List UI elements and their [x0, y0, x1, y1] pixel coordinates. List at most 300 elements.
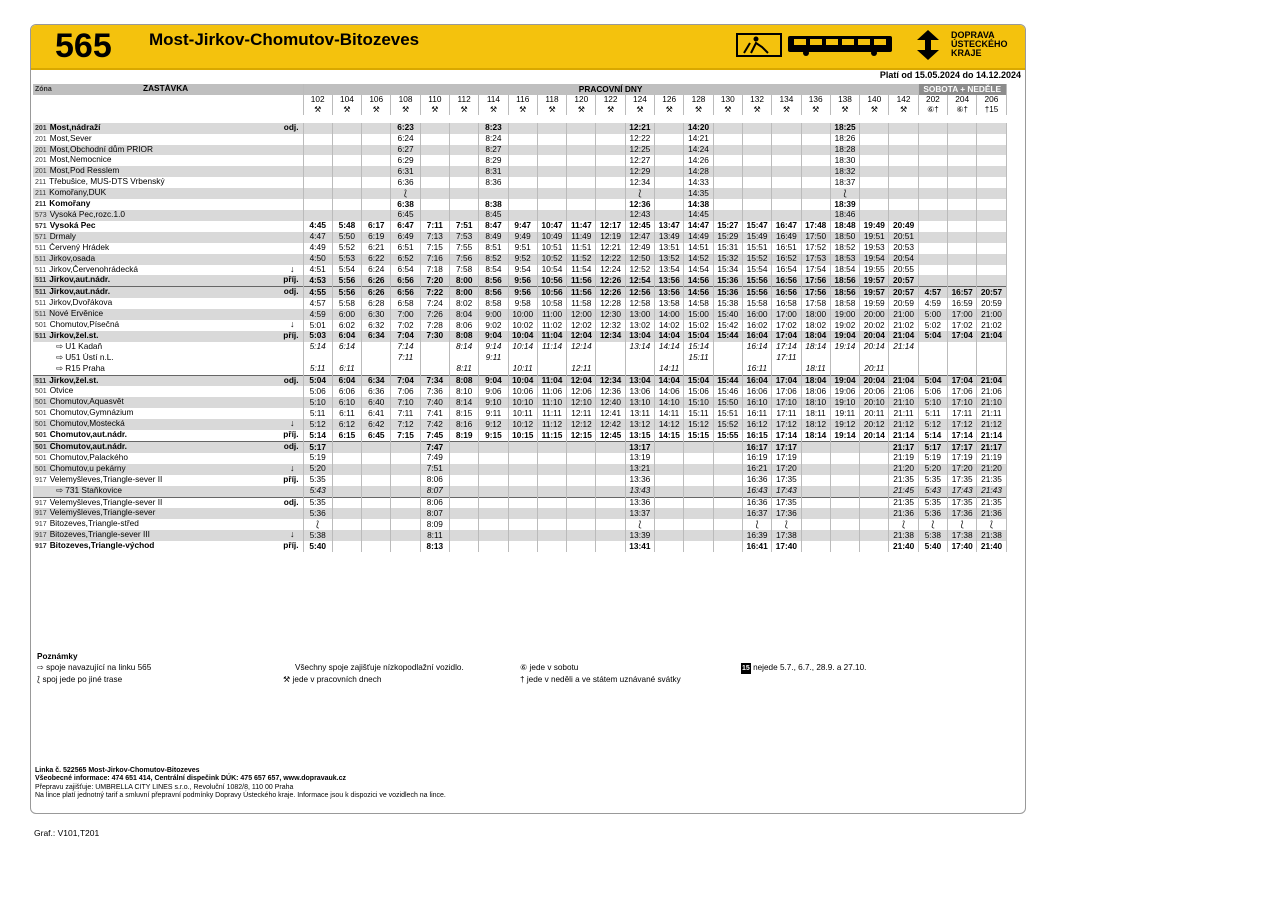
time-cell	[332, 199, 361, 210]
time-cell: 13:37	[625, 508, 654, 519]
time-cell	[479, 188, 508, 199]
time-cell: 11:06	[537, 386, 566, 397]
table-row	[33, 453, 1006, 464]
time-cell: 8:04	[449, 309, 478, 320]
time-cell: 11:56	[567, 275, 596, 286]
time-cell: 12:11	[567, 408, 596, 419]
time-cell: 5:12	[918, 419, 947, 430]
time-cell: 8:06	[420, 475, 449, 486]
stop-name	[33, 254, 303, 265]
time-cell: 10:52	[537, 254, 566, 265]
time-cell: 15:52	[742, 254, 771, 265]
trip-symbol: ⚒	[625, 105, 654, 115]
time-cell	[391, 442, 420, 453]
time-cell: 17:40	[948, 541, 977, 552]
time-cell	[362, 123, 391, 134]
trip-number: 112	[449, 95, 478, 105]
time-cell: 17:00	[948, 309, 977, 320]
time-cell: 11:58	[567, 298, 596, 309]
time-cell: 5:04	[918, 331, 947, 342]
trip-number: 104	[332, 95, 361, 105]
table-row	[33, 134, 1006, 145]
time-cell: 17:04	[772, 375, 801, 386]
time-cell	[655, 188, 684, 199]
time-cell	[420, 210, 449, 221]
time-cell: 14:10	[655, 397, 684, 408]
time-cell	[567, 497, 596, 508]
time-cell: 15:00	[684, 309, 713, 320]
time-cell: 9:12	[479, 419, 508, 430]
time-cell: 18:39	[830, 199, 859, 210]
time-cell	[860, 188, 889, 199]
time-cell	[479, 453, 508, 464]
time-cell	[596, 145, 625, 156]
time-cell	[537, 464, 566, 475]
time-cell: 15:52	[713, 419, 742, 430]
time-cell: 13:12	[625, 419, 654, 430]
time-cell: 12:41	[596, 408, 625, 419]
time-cell: 17:38	[772, 530, 801, 541]
time-cell: 4:55	[303, 287, 332, 298]
time-cell	[889, 155, 918, 166]
time-cell: 7:10	[391, 397, 420, 408]
time-cell: ⟅	[303, 519, 332, 530]
time-cell	[860, 541, 889, 552]
stop-label: ⇨ U51 Ústí n.L.	[56, 352, 114, 362]
time-cell	[567, 199, 596, 210]
time-cell	[596, 508, 625, 519]
time-cell: 7:02	[391, 320, 420, 331]
time-cell: 6:04	[332, 375, 361, 386]
time-cell: 8:49	[479, 232, 508, 243]
time-cell: 12:17	[596, 221, 625, 232]
time-cell: 17:14	[948, 430, 977, 441]
time-cell: 5:14	[918, 430, 947, 441]
time-cell: 21:00	[977, 309, 1006, 320]
time-cell: 16:49	[772, 232, 801, 243]
time-cell	[449, 123, 478, 134]
zone-code: 917	[35, 521, 47, 529]
zone-code: 511	[35, 311, 47, 319]
time-cell	[830, 453, 859, 464]
time-cell: 16:43	[742, 486, 771, 497]
time-cell	[537, 353, 566, 364]
direction-arrow-icon: ↓	[290, 264, 295, 274]
time-cell	[772, 177, 801, 188]
time-cell	[655, 145, 684, 156]
time-cell	[332, 464, 361, 475]
time-cell: 8:16	[449, 419, 478, 430]
time-cell	[362, 464, 391, 475]
trip-number: 126	[655, 95, 684, 105]
trip-symbol: ⚒	[889, 105, 918, 115]
time-cell: 18:02	[801, 320, 830, 331]
time-cell: 5:12	[303, 419, 332, 430]
time-cell	[860, 210, 889, 221]
time-cell: 6:45	[391, 210, 420, 221]
time-cell: 6:26	[362, 275, 391, 286]
zone-code: 501	[35, 421, 47, 429]
time-cell: 20:53	[889, 243, 918, 254]
time-cell	[332, 134, 361, 145]
trip-number: 128	[684, 95, 713, 105]
time-cell: 10:14	[508, 342, 537, 353]
table-row	[33, 519, 1006, 530]
time-cell	[332, 530, 361, 541]
time-cell	[801, 497, 830, 508]
time-cell	[801, 519, 830, 530]
time-cell	[684, 508, 713, 519]
trip-number: 138	[830, 95, 859, 105]
trip-number: 202	[918, 95, 947, 105]
zone-code: 501	[35, 322, 47, 330]
time-cell	[537, 123, 566, 134]
zone-code: 501	[35, 444, 47, 451]
time-cell	[362, 342, 391, 353]
time-cell: 17:14	[772, 342, 801, 353]
time-cell: 8:15	[449, 408, 478, 419]
trip-symbol: ⚒	[391, 105, 420, 115]
time-cell	[830, 519, 859, 530]
time-cell	[918, 199, 947, 210]
time-cell	[567, 453, 596, 464]
arrival-departure-label: odj.	[283, 441, 299, 451]
time-cell: 21:12	[889, 419, 918, 430]
time-cell	[596, 353, 625, 364]
table-row	[33, 408, 1006, 419]
time-cell: 16:21	[742, 464, 771, 475]
time-cell: 4:45	[303, 221, 332, 232]
time-cell: 6:45	[362, 430, 391, 441]
time-cell: 6:12	[332, 419, 361, 430]
time-cell: 4:50	[303, 254, 332, 265]
time-cell: 17:02	[948, 320, 977, 331]
stop-label: Jirkov,Červenohrádecká	[49, 264, 139, 274]
time-cell: 11:47	[567, 221, 596, 232]
stop-label: Komořany,DUK	[49, 188, 107, 198]
stop-label: Jirkov,aut.nádr.	[49, 286, 111, 297]
time-cell	[362, 177, 391, 188]
time-cell: 19:57	[860, 287, 889, 298]
time-cell: 9:00	[479, 309, 508, 320]
time-cell: 12:40	[596, 397, 625, 408]
time-cell	[801, 188, 830, 199]
time-cell: 21:00	[889, 309, 918, 320]
time-cell: 17:12	[948, 419, 977, 430]
time-cell: 6:14	[332, 342, 361, 353]
time-cell	[362, 155, 391, 166]
table-row	[33, 243, 1006, 254]
time-cell: 11:49	[567, 232, 596, 243]
time-cell: 5:19	[303, 453, 332, 464]
time-cell: 15:15	[684, 430, 713, 441]
time-cell: 15:06	[684, 386, 713, 397]
time-cell: 8:36	[479, 177, 508, 188]
time-cell: 6:47	[391, 221, 420, 232]
time-cell	[772, 123, 801, 134]
time-cell	[391, 475, 420, 486]
time-cell: 9:04	[479, 375, 508, 386]
time-cell: 12:52	[625, 265, 654, 276]
time-cell: 17:11	[772, 353, 801, 364]
time-cell	[918, 155, 947, 166]
footer-info	[35, 767, 446, 801]
time-cell: 6:11	[332, 364, 361, 375]
time-cell	[977, 243, 1006, 254]
time-cell: 21:17	[889, 442, 918, 453]
time-cell	[449, 530, 478, 541]
trip-number: 130	[713, 95, 742, 105]
time-cell: 9:06	[479, 386, 508, 397]
stop-name	[33, 134, 303, 145]
time-cell: 21:43	[977, 486, 1006, 497]
time-cell	[596, 364, 625, 375]
time-cell	[742, 188, 771, 199]
time-cell: 8:14	[449, 397, 478, 408]
time-cell	[918, 123, 947, 134]
time-cell: 13:00	[625, 309, 654, 320]
time-cell	[479, 508, 508, 519]
time-cell: 18:53	[830, 254, 859, 265]
time-cell	[977, 188, 1006, 199]
time-cell	[830, 464, 859, 475]
stop-label: Chomutov,Gymnázium	[49, 408, 134, 418]
stop-header: ZASTÁVKA	[143, 84, 189, 93]
time-cell	[567, 166, 596, 177]
time-cell: 6:56	[391, 275, 420, 286]
trip-symbol: ⚒	[596, 105, 625, 115]
time-cell	[449, 464, 478, 475]
time-cell	[860, 464, 889, 475]
time-cell: 8:00	[449, 287, 478, 298]
time-cell: 16:14	[742, 342, 771, 353]
time-cell	[830, 508, 859, 519]
time-cell: 21:11	[977, 408, 1006, 419]
time-cell	[508, 353, 537, 364]
time-cell: 13:21	[625, 464, 654, 475]
note-other-route: ⟅ spoj jede po jiné trase	[37, 675, 123, 684]
time-cell	[625, 353, 654, 364]
time-cell: 16:04	[742, 375, 771, 386]
time-cell	[948, 210, 977, 221]
time-cell	[362, 541, 391, 552]
time-cell: 5:40	[303, 541, 332, 552]
time-cell	[362, 210, 391, 221]
time-cell: 5:56	[332, 275, 361, 286]
time-cell	[918, 275, 947, 286]
time-cell: 21:40	[977, 541, 1006, 552]
time-cell: 18:54	[830, 265, 859, 276]
time-cell: 20:54	[889, 254, 918, 265]
time-cell	[420, 199, 449, 210]
time-cell: 21:20	[889, 464, 918, 475]
time-cell: 5:38	[303, 530, 332, 541]
time-cell: 12:11	[567, 364, 596, 375]
time-cell	[655, 155, 684, 166]
time-cell: 6:58	[391, 298, 420, 309]
time-cell: 12:04	[567, 331, 596, 342]
time-cell: 5:01	[303, 320, 332, 331]
time-cell	[801, 541, 830, 552]
time-cell: 17:19	[772, 453, 801, 464]
time-cell	[860, 199, 889, 210]
time-cell: 17:11	[948, 408, 977, 419]
time-cell: 6:04	[332, 331, 361, 342]
time-cell: 15:10	[684, 397, 713, 408]
time-cell: 15:11	[684, 353, 713, 364]
time-cell: 10:11	[508, 364, 537, 375]
time-cell	[684, 530, 713, 541]
time-cell	[596, 166, 625, 177]
time-cell	[948, 123, 977, 134]
time-cell: 15:49	[742, 232, 771, 243]
time-cell: 15:36	[713, 287, 742, 298]
time-cell: 5:40	[918, 541, 947, 552]
time-cell: 4:47	[303, 232, 332, 243]
time-cell: 6:52	[391, 254, 420, 265]
time-cell	[801, 464, 830, 475]
time-cell	[537, 188, 566, 199]
time-cell: 5:56	[332, 287, 361, 298]
time-cell: 21:14	[977, 430, 1006, 441]
time-cell	[948, 232, 977, 243]
time-cell: 8:51	[479, 243, 508, 254]
time-cell	[684, 364, 713, 375]
zone-code: 511	[35, 255, 47, 263]
zone-code: 201	[35, 168, 47, 176]
zone-code: 201	[35, 157, 47, 165]
time-cell: 13:11	[625, 408, 654, 419]
table-row	[33, 188, 1006, 199]
time-cell: 4:57	[918, 287, 947, 298]
time-cell: 20:00	[860, 309, 889, 320]
time-cell: 15:36	[713, 275, 742, 286]
time-cell: 12:00	[567, 309, 596, 320]
time-cell: 15:56	[742, 275, 771, 286]
time-cell: 13:39	[625, 530, 654, 541]
time-cell: 12:45	[596, 430, 625, 441]
time-cell: 21:45	[889, 486, 918, 497]
time-cell	[596, 530, 625, 541]
zone-code: 573	[35, 211, 47, 219]
time-cell	[918, 254, 947, 265]
time-cell: 8:54	[479, 265, 508, 276]
table-row	[33, 320, 1006, 331]
time-cell: 18:58	[830, 298, 859, 309]
time-cell: 15:51	[713, 408, 742, 419]
time-cell	[596, 210, 625, 221]
dopravni-logo-icon	[911, 30, 945, 60]
time-cell: 16:04	[742, 331, 771, 342]
time-cell	[918, 145, 947, 156]
time-cell	[948, 177, 977, 188]
time-cell: 6:56	[391, 287, 420, 298]
time-cell	[655, 353, 684, 364]
note-lowfloor: Všechny spoje zajišťuje nízkopodlažní vozidlo.	[295, 663, 464, 672]
time-cell	[889, 123, 918, 134]
time-cell	[655, 508, 684, 519]
trip-number: 132	[742, 95, 771, 105]
time-cell	[303, 155, 332, 166]
time-cell: 15:51	[742, 243, 771, 254]
stop-label: Chomutov,Písečná	[49, 320, 120, 330]
time-cell: 11:11	[537, 408, 566, 419]
time-cell	[362, 442, 391, 453]
zone-code: 917	[35, 532, 47, 540]
time-cell: 12:24	[596, 265, 625, 276]
time-cell	[332, 353, 361, 364]
time-cell	[977, 342, 1006, 353]
time-cell: 8:45	[479, 210, 508, 221]
time-cell: 8:27	[479, 145, 508, 156]
time-cell	[449, 188, 478, 199]
time-cell	[684, 464, 713, 475]
time-cell	[918, 342, 947, 353]
time-cell	[537, 475, 566, 486]
time-cell: 18:28	[830, 145, 859, 156]
trip-number: 122	[596, 95, 625, 105]
time-cell: 21:06	[977, 386, 1006, 397]
time-cell: 15:40	[713, 309, 742, 320]
time-cell	[655, 210, 684, 221]
time-cell	[508, 475, 537, 486]
time-cell: 7:16	[420, 254, 449, 265]
time-cell	[684, 475, 713, 486]
time-cell: 20:59	[889, 298, 918, 309]
time-cell	[420, 353, 449, 364]
time-cell: 6:27	[391, 145, 420, 156]
zone-code: 501	[35, 410, 47, 418]
table-row	[33, 123, 1006, 134]
time-cell: 6:10	[332, 397, 361, 408]
time-cell	[391, 541, 420, 552]
time-cell	[479, 464, 508, 475]
time-cell: 14:35	[684, 188, 713, 199]
time-cell: 6:34	[362, 331, 391, 342]
time-cell: 7:11	[391, 408, 420, 419]
time-cell	[713, 210, 742, 221]
time-cell: 19:02	[830, 320, 859, 331]
time-cell	[303, 210, 332, 221]
time-cell	[713, 475, 742, 486]
time-cell: 15:04	[684, 331, 713, 342]
time-cell: 10:06	[508, 386, 537, 397]
time-cell	[596, 134, 625, 145]
direction-arrow-icon: ↓	[290, 419, 295, 429]
time-cell	[713, 134, 742, 145]
time-cell: 21:35	[977, 497, 1006, 508]
time-cell	[977, 221, 1006, 232]
time-cell	[889, 364, 918, 375]
stop-name	[33, 486, 303, 497]
time-cell: 6:29	[391, 155, 420, 166]
zone-code: 511	[35, 277, 47, 285]
trip-number: 106	[362, 95, 391, 105]
trip-number: 142	[889, 95, 918, 105]
time-cell	[479, 541, 508, 552]
validity-period: Platí od 15.05.2024 do 14.12.2024	[879, 70, 1021, 80]
table-row	[33, 145, 1006, 156]
time-cell	[303, 134, 332, 145]
trip-symbol: ⚒	[801, 105, 830, 115]
stop-label: Jirkov,Dvořákova	[49, 298, 113, 308]
time-cell: 10:58	[537, 298, 566, 309]
time-cell	[801, 177, 830, 188]
time-cell	[567, 353, 596, 364]
time-cell	[889, 177, 918, 188]
time-cell: 13:14	[625, 342, 654, 353]
time-cell: 18:12	[801, 419, 830, 430]
